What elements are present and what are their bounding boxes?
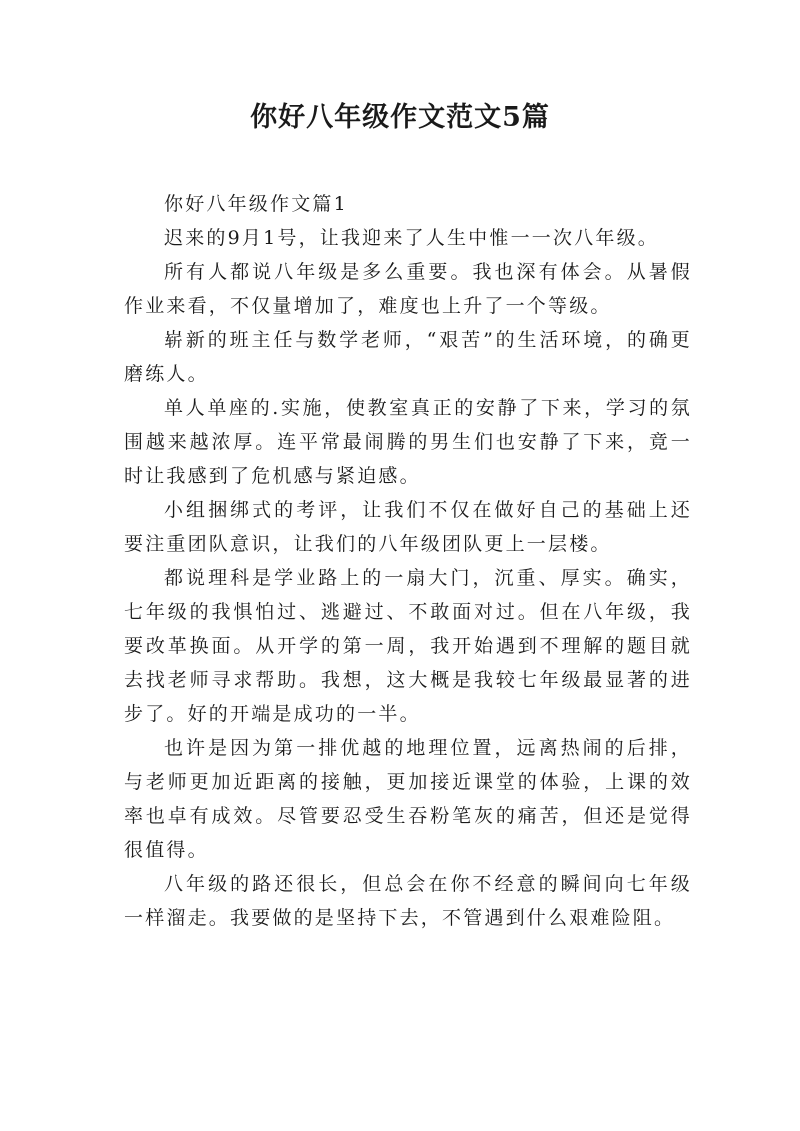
document-body [124, 187, 692, 935]
paragraph: 崭新的班主任与数学老师，“艰苦”的生活环境，的确更磨练人。 [124, 329, 692, 385]
paragraph: 也许是因为第一排优越的地理位置，远离热闹的后排，与老师更加近距离的接触，更加接近课堂的体验，上课的效率也卓有成效。尽管要忍受生吞粉笔灰的痛苦，但还是觉得很值得。 [124, 737, 692, 861]
paragraph: 小组捆绑式的考评，让我们不仅在做好自己的基础上还要注重团队意识，让我们的八年级团队更上一层楼。 [124, 499, 692, 555]
paragraph: 所有人都说八年级是多么重要。我也深有体会。从暑假作业来看，不仅量增加了，难度也上升了一个等级。 [124, 261, 692, 317]
document-title: 你好八年级作文范文5篇 [250, 102, 550, 133]
paragraph: 都说理科是学业路上的一扇大门，沉重、厚实。确实，七年级的我惧怕过、逃避过、不敢面对过。但在八年级，我要改革换面。从开学的第一周，我开始遇到不理解的题目就去找老师寻求帮助。我想，这大概是我较七年级最显著的进步了。好的开端是成功的一半。 [124, 567, 692, 725]
paragraph: 单人单座的.实施，使教室真正的安静了下来，学习的氛围越来越浓厚。连平常最闹腾的男生们也安静了下来，竟一时让我感到了危机感与紧迫感。 [124, 397, 692, 487]
essay-heading: 你好八年级作文篇1 [164, 193, 348, 215]
paragraph: 迟来的9月1号，让我迎来了人生中惟一一次八年级。 [164, 227, 659, 249]
paragraph: 八年级的路还很长，但总会在你不经意的瞬间向七年级一样溜走。我要做的是坚持下去，不管遇到什么艰难险阻。 [124, 873, 692, 929]
